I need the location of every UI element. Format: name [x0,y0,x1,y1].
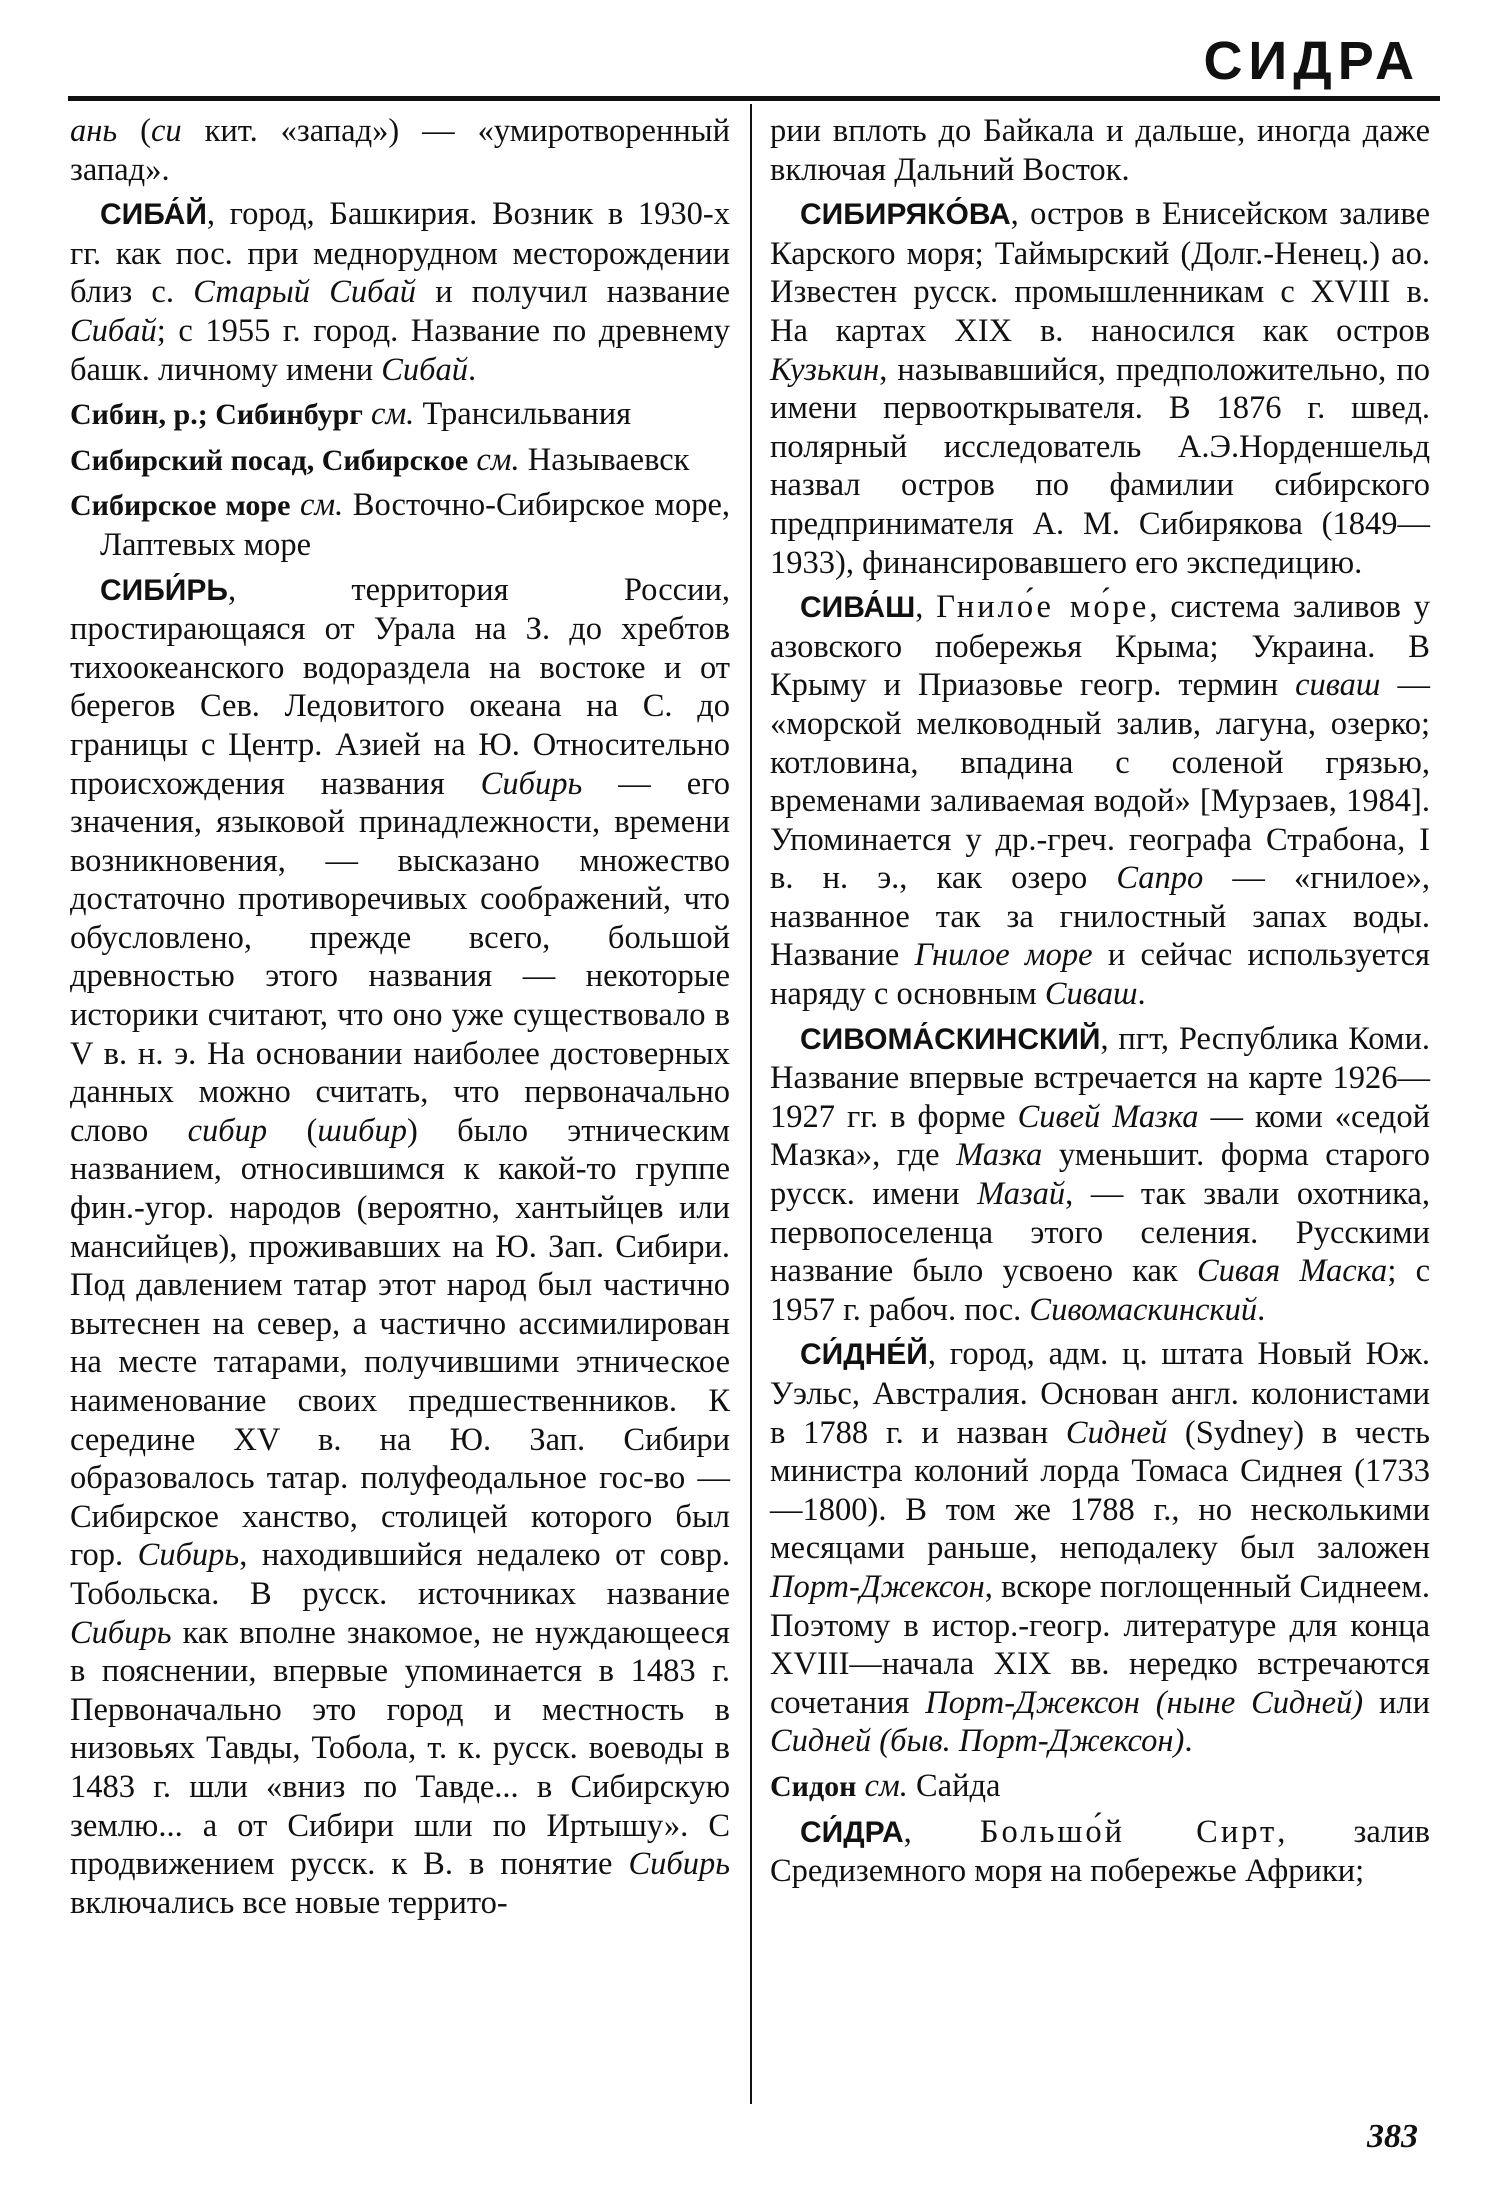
entry-sivash [770,588,1430,1014]
entry-headword: Сибирское море [70,489,291,523]
entry-text: ; с 1955 г. город. Название по древнему башк. личному имени [70,312,730,388]
italic-term: Сивая Маска [1196,1253,1388,1290]
entry-sibay [70,195,730,389]
italic-term: си [150,113,182,149]
entry-sibirsky-posad-ref [70,441,730,481]
italic-term: Сидней [1065,1414,1168,1451]
entry-text: и сейчас используется наряду с основным [770,937,1430,1013]
entry-text: . [468,351,477,388]
entry-headword: СИБИРЯКО́ВА [800,198,1011,232]
italic-term: Гнилое море [914,937,1093,974]
entry-headword: СИВА́Ш [800,591,916,625]
cross-ref-target: Трансильвания [414,396,632,433]
entry-sibin-ref [70,395,730,435]
entry-sibir [70,571,730,1923]
cross-ref-target: Восточно-Сибирское море, Лаптевых море [100,487,730,563]
italic-term: Сибирь [480,765,583,802]
italic-term: Сиваш [1044,976,1138,1013]
italic-term: Кузькин [770,351,880,388]
entry-text: кит. «запад») — «умиротворенный запад». [70,113,730,188]
cross-ref-marker: см. [299,487,344,524]
entry-text: , [903,1813,980,1850]
entry-text: рии вплоть до Байкала и дальше, иногда даже включая Дальний Восток. [770,113,1430,188]
entry-text: и получил название [416,274,730,311]
entry-text: ( [117,113,151,149]
entry-headword: Сидон [770,1769,857,1803]
entry-text: — «морской мелководный залив, лагуна, озерко; котловина, впадина с соленой грязью, временами заливаемая водой» [Мурзаев, 1984]. Упоминается у др.-греч. географа Страбона, I в. н. э., как озеро [770,667,1431,897]
entry-text [363,396,371,432]
entry-text: , — так звали охотника, первопоселенца этого селения. Русскими название было усвоено как [770,1176,1430,1290]
entry-text: , город, Башкирия. Возник в 1930-х гг. как пос. при меднорудном месторождении близ с. [70,196,730,311]
cross-ref-marker: см. [371,396,415,433]
left-column [70,112,730,1928]
entry-text: — его значения, языковой принадлежности, времени возникновения, — высказано множество достаточно противоречивых соображений, что обусловлено, прежде всего, большой древностью этого названия — некоторые историки считают, что оно уже существовало в V в. н. э. На основании наиболее достоверных данных можно считать, что первоначально слово [70,765,730,1149]
entry-text: , территория России, простирающаяся от Урала на З. до хребтов тихоокеанского водораздела на востоке и от берегов Сев. Ледовитого океана на С. до границы с Центр. Азией на Ю. Относительно происхождения названия [70,571,730,802]
entry-text: , [915,589,937,626]
entry-text: , называвшийся, предположительно, по имени первооткрывателя. В 1876 г. швед. полярный исследователь А.Э.Норденшельд назвал остров по фамилии сибирского предпринимателя А. М. Сибирякова (1849—1933), финансировавшего его экспедицию. [770,351,1430,581]
entry-sivomaskinsky [770,1020,1430,1330]
italic-term: Сибирь [628,1846,730,1883]
entry-text [856,1768,864,1804]
entry-headword: СИ́ДНЕ́Й [800,1338,928,1372]
variant-name: Гнило́е мо́ре [936,589,1150,626]
entry-text: , система заливов у азовского побережья Крыма; Украина. В Крыму и Приазовье геогр. термин [770,589,1430,704]
entry-continuation [70,112,730,189]
header-rule [68,96,1440,101]
entry-text: , город, адм. ц. штата Новый Юж. Уэльс, Австралия. Основан англ. колонистами в 1788 г. и назван [770,1336,1430,1451]
cross-ref-marker: см. [476,441,520,478]
italic-term: ань [70,113,118,149]
entry-text: , залив Средиземного моря на побережье Африки; [770,1813,1430,1890]
entry-headword: Сибин, р.; Сибинбург [70,398,363,432]
entry-headword: СИБИ́РЬ [100,573,228,607]
entry-text: . [1137,976,1146,1013]
italic-term: Мазай [977,1176,1066,1213]
entry-continuation [770,112,1430,189]
entry-sydney [770,1335,1430,1761]
italic-term: Сибирь [70,1614,172,1651]
italic-term: Порт-Джексон (ныне Сидней) [925,1684,1364,1721]
entry-headword: СИВОМА́СКИНСКИЙ [800,1022,1101,1056]
entry-text [290,487,300,523]
cross-ref-marker: см. [864,1767,908,1804]
italic-term: Сидней (быв. Порт-Джексон) [770,1723,1185,1760]
cross-ref-target: Называевск [519,441,690,478]
italic-term: Старый Сибай [193,274,417,311]
entry-headword: Сибирский посад, Сибирское [70,443,469,477]
entry-text: как вполне знакомое, не нуждающееся в пояснении, впервые упоминается в 1483 г. Первоначально это город и местность в низовьях Тавды, Тобола, т. к. русск. воеводы в 1483 г. шли «вниз по Тавде... в Сибирскую землю... а от Сибири шли по Иртышу». С продвижением русск. к В. в понятие [70,1614,730,1883]
column-divider [750,104,752,2104]
entry-text: — «гнилое», названное так за гнилостный запах воды. Название [770,860,1431,974]
italic-term: Сапро [1116,860,1204,897]
italic-term: Сивомаскинский [1029,1291,1258,1328]
italic-term: сибир [187,1112,268,1149]
entry-text: . [1184,1723,1193,1760]
italic-term: Сибай [381,351,469,388]
entry-text: ; с 1957 г. рабоч. пос. [770,1253,1430,1328]
italic-term: Мазка [956,1137,1043,1174]
entry-text: (Sydney) в честь министра колоний лорда Томаса Сиднея (1733—1800). В том же 1788 г., но несколькими месяцами раньше, неподалеку был заложен [770,1414,1430,1567]
italic-term: сиваш [1295,667,1381,704]
entry-text: включались все новые террито- [70,1884,508,1921]
entry-text: , остров в Енисейском заливе Карского моря; Таймырский (Долг.-Ненец.) ао. Известен русск. промышленникам с XVIII в. На картах XIX в. наносился как остров [770,196,1430,349]
italic-term: Сибай [70,312,157,349]
italic-term: шибир [317,1112,407,1149]
entry-text: ) было этническим названием, относившимся к какой-то группе фин.-угор. народов (вероятно, хантыйцев или мансийцев), проживавших на Ю. Зап. Сибири. Под давлением татар этот народ был частично вытеснен на север, а частично ассимилирован на месте татарами, получившими этническое наименование своих предшественников. К середине XV в. на Ю. Зап. Сибири образовалось татар. полуфеодальное гос-во — Сибирское ханство, столицей которого был гор. [70,1112,730,1574]
entry-text: . [1257,1291,1266,1328]
entry-text: , пгт, Республика Коми. Название впервые встречается на карте 1926—1927 гг. в форме [770,1020,1430,1135]
entry-text: или [1363,1684,1430,1721]
italic-term: Порт-Джексон [770,1568,985,1605]
entry-headword: СИ́ДРА [800,1815,904,1849]
entry-text: уменьшит. форма старого русск. имени [770,1137,1430,1213]
variant-name: Большо́й Сирт [979,1813,1278,1850]
page-number: 383 [1367,2118,1418,2155]
entry-sibiryakova [770,195,1430,582]
entry-sibirskoe-more-ref [70,486,730,564]
cross-ref-target: Сайда [907,1767,1001,1804]
entry-headword: СИБА́Й [100,198,207,232]
entry-sidra [770,1813,1430,1891]
entry-text: , находившийся недалеко от совр. Тобольска. В русск. источниках название [70,1537,730,1612]
entry-text: , вскоре поглощенный Сиднеем. Поэтому в истор.-геогр. литературе для конца XVIII—начала XIX вв. нередко встречаются сочетания [770,1568,1430,1721]
right-column [770,112,1430,1897]
entry-text: — коми «седой Мазка», где [770,1098,1430,1174]
italic-term: Сибирь [137,1537,240,1574]
entry-sidon-ref [770,1767,1430,1807]
entry-text: ( [267,1112,318,1149]
running-head: СИДРА [1203,31,1420,91]
italic-term: Сивей Мазка [1017,1098,1199,1135]
